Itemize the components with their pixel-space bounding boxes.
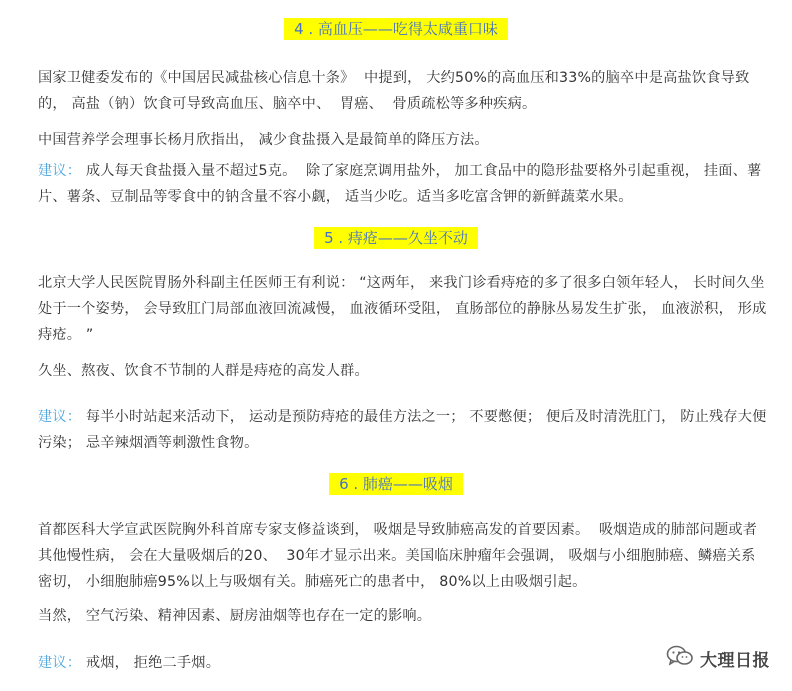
tip-text: 戒烟， 拒绝二手烟。 [81,655,221,671]
paragraph: 首都医科大学宣武医院胸外科首席专家支修益谈到， 吸烟是导致肺癌高发的首要因素。 吸烟造成的肺部问题或者其他慢性病， 会在大量吸烟后的20、 30年才显示出来。美国临床肿瘤年会强调， 吸烟与小细胞肺癌、鳞癌关系密切， 小细胞肺癌95%以上与吸烟有关。肺癌死亡的患者中， 80%以上由吸烟引起。 [38,522,758,590]
section-heading: 4 . 高血压——吃得太咸重口味 [284,18,508,40]
paragraph: 当然， 空气污染、精神因素、厨房油烟等也存在一定的影响。 [38,608,432,624]
paragraph: 北京大学人民医院胃肠外科副主任医师王有利说： “这两年， 来我门诊看痔疮的多了很多白领年轻人， 长时间久坐处于一个姿势， 会导致肛门局部血液回流减慢， 血液循环受阻， 直肠部位的静脉丛易发生扩张， 血液淤积， 形成痔疮。 ” [38,275,767,343]
tip-label: 建议： [38,163,82,179]
section-5 [0,227,792,249]
section-4 [0,18,792,40]
tip-paragraph [38,404,768,456]
tip-text: 每半小时站起来活动下， 运动是预防痔疮的最佳方法之一； 不要憋便； 便后及时清洗肛门， 防止残存大便污染； 忌辛辣烟酒等刺激性食物。 [38,409,767,451]
tip-paragraph [38,158,768,210]
tip-paragraph [38,650,598,676]
paragraph: 国家卫健委发布的《中国居民减盐核心信息十条》 中提到， 大约50%的高血压和33%的脑卒中是高盐饮食导致的， 高盐（钠）饮食可导致高血压、脑卒中、 胃癌、 骨质疏松等多种疾病。 [38,70,750,112]
paragraph: 久坐、熬夜、饮食不节制的人群是痔疮的高发人群。 [38,363,369,379]
wechat-icon [666,644,694,672]
section-6 [0,473,792,495]
watermark-text: 大理日报 [700,650,770,671]
watermark [666,640,770,676]
tip-text: 成人每天食盐摄入量不超过5克。 除了家庭烹调用盐外， 加工食品中的隐形盐要格外引起重视， 挂面、薯片、薯条、豆制品等零食中的钠含量不容小觑， 适当少吃。适当多吃富含钾的新鲜蔬菜水果。 [38,163,762,205]
tip-label: 建议： [38,409,82,425]
section-heading: 6 . 肺癌——吸烟 [329,473,463,495]
tip-label: 建议： [38,655,82,671]
paragraph: 中国营养学会理事长杨月欣指出， 减少食盐摄入是最简单的降压方法。 [38,132,489,148]
section-heading: 5 . 痔疮——久坐不动 [314,227,478,249]
